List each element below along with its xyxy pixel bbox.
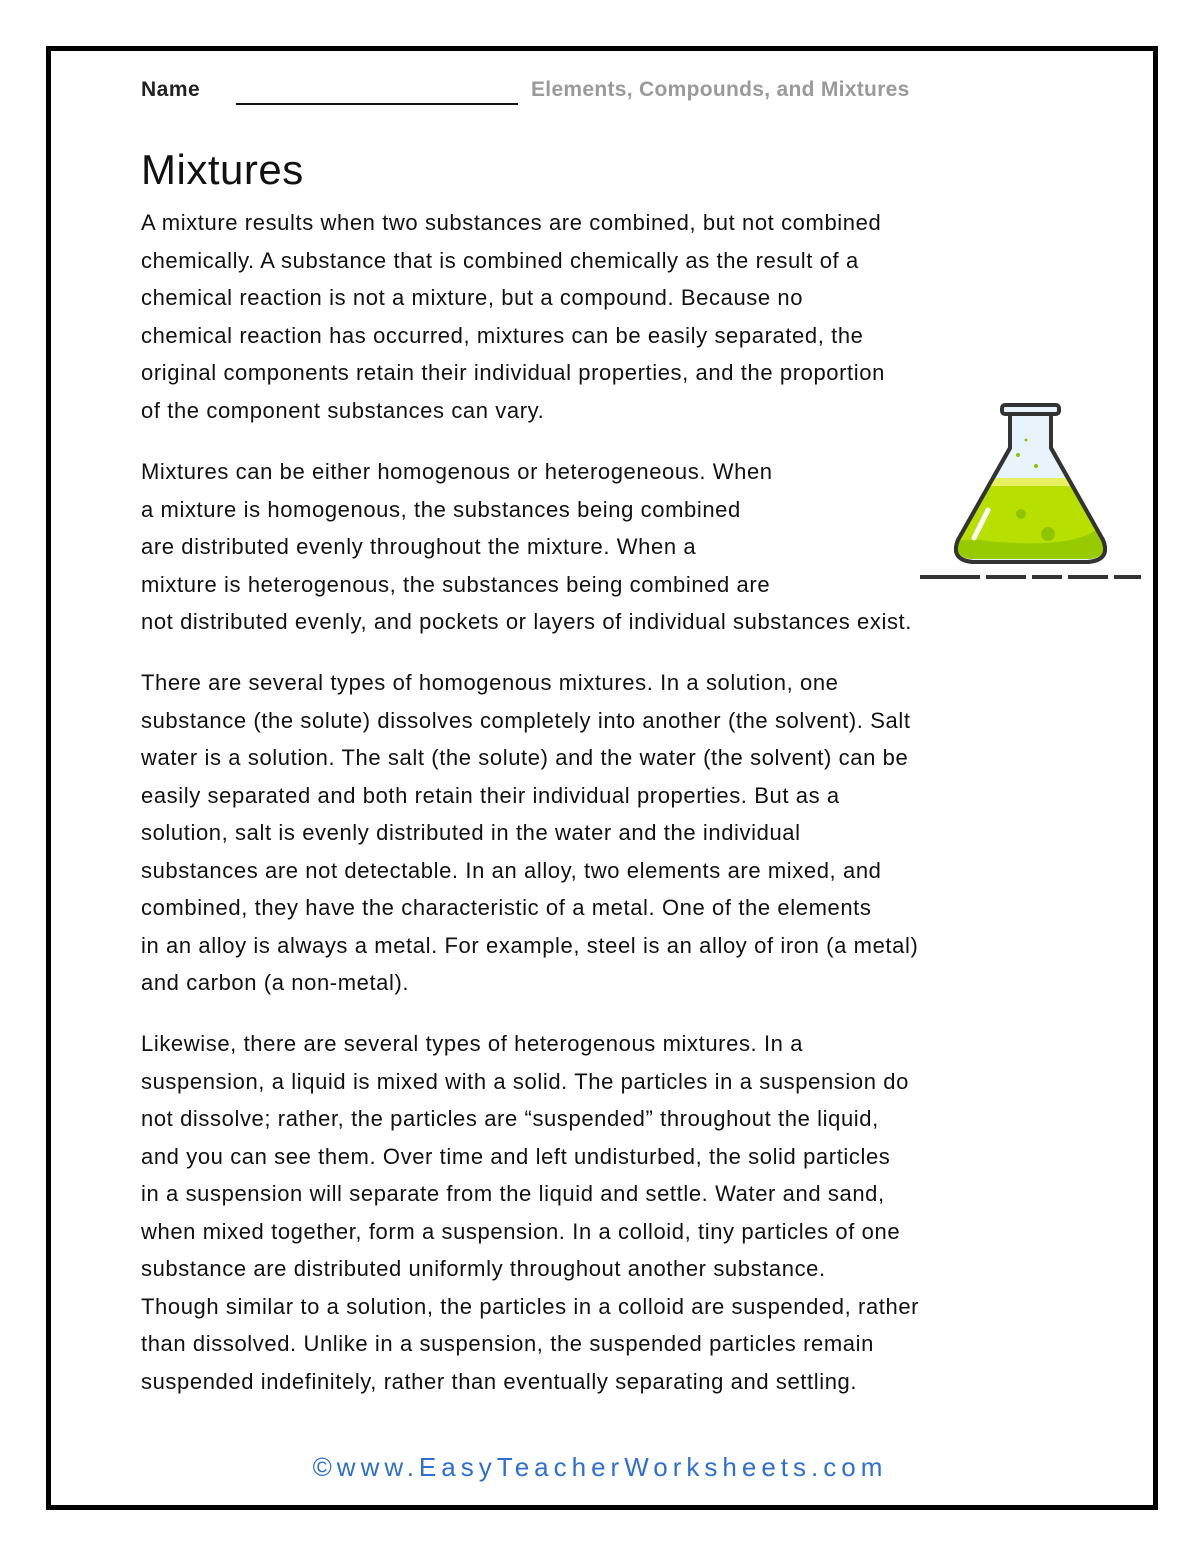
text-line: chemically. A substance that is combined chemically as the result of a	[141, 247, 859, 273]
paragraph-intro	[141, 204, 1056, 429]
text-line: substance are distributed uniformly throughout another substance.	[141, 1256, 826, 1281]
text-line: mixture is heterogenous, the substances being combined are	[141, 571, 771, 597]
bubble	[1016, 453, 1020, 457]
text-line: substance (the solute) dissolves completely into another (the solvent). Salt	[141, 707, 911, 733]
text-line: Likewise, there are several types of heterogenous mixtures. In a	[141, 1031, 804, 1056]
text-line: suspended indefinitely, rather than eventually separating and settling.	[141, 1368, 858, 1394]
text-line: in a suspension will separate from the liquid and settle. Water and sand,	[141, 1181, 885, 1206]
text-line: A mixture results when two substances are combined, but not combined	[141, 210, 882, 235]
page-title: Mixtures	[141, 146, 304, 193]
text-line: not dissolve; rather, the particles are “suspended” throughout the liquid,	[141, 1106, 879, 1131]
text-line: chemical reaction is not a mixture, but a compound. Because no	[141, 285, 804, 310]
text-line: substances are not detectable. In an alloy, two elements are mixed, and	[141, 857, 882, 883]
name-blank-line[interactable]	[236, 103, 518, 105]
name-label: Name	[141, 78, 201, 101]
text-line: of the component substances can vary.	[141, 397, 545, 423]
text-line: combined, they have the characteristic of a metal. One of the elements	[141, 895, 872, 920]
flask-rim	[1002, 405, 1059, 414]
worksheet-header	[141, 76, 1041, 110]
text-line: than dissolved. Unlike in a suspension, the suspended particles remain	[141, 1331, 874, 1356]
erlenmeyer-flask-icon	[918, 400, 1143, 585]
text-line: chemical reaction has occurred, mixtures can be easily separated, the	[141, 322, 864, 348]
text-line: solution, salt is evenly distributed in the water and the individual	[141, 820, 801, 845]
text-line: and you can see them. Over time and left undisturbed, the solid particles	[141, 1143, 891, 1169]
subject-title: Elements, Compounds, and Mixtures	[531, 78, 910, 101]
liquid-surface	[988, 478, 1073, 486]
bubble	[1025, 439, 1028, 442]
paragraph-heterogenous-types	[141, 1025, 1066, 1400]
text-line: in an alloy is always a metal. For example, steel is an alloy of iron (a metal)	[141, 932, 919, 958]
text-line: Though similar to a solution, the particles in a colloid are suspended, rather	[141, 1293, 920, 1319]
paragraph-homogenous-types	[141, 664, 1066, 1002]
footer-copyright[interactable]: ©www.EasyTeacherWorksheets.com	[312, 1452, 888, 1482]
text-line: original components retain their individual properties, and the proportion	[141, 360, 885, 385]
text-line: not distributed evenly, and pockets or layers of individual substances exist.	[141, 609, 912, 634]
text-line: There are several types of homogenous mixtures. In a solution, one	[141, 670, 839, 695]
text-line: a mixture is homogenous, the substances being combined	[141, 496, 741, 522]
text-line: Mixtures can be either homogenous or heterogeneous. When	[141, 459, 773, 484]
text-line: easily separated and both retain their individual properties. But as a	[141, 782, 840, 808]
bubble	[1041, 527, 1055, 541]
text-line: when mixed together, form a suspension. In a colloid, tiny particles of one	[141, 1218, 901, 1244]
bubble	[1034, 464, 1038, 468]
bubble	[1016, 509, 1026, 519]
text-line: are distributed evenly throughout the mixture. When a	[141, 534, 697, 559]
text-line: and carbon (a non-metal).	[141, 970, 410, 995]
text-line: water is a solution. The salt (the solute) and the water (the solvent) can be	[141, 745, 909, 770]
text-line: suspension, a liquid is mixed with a solid. The particles in a suspension do	[141, 1068, 909, 1094]
